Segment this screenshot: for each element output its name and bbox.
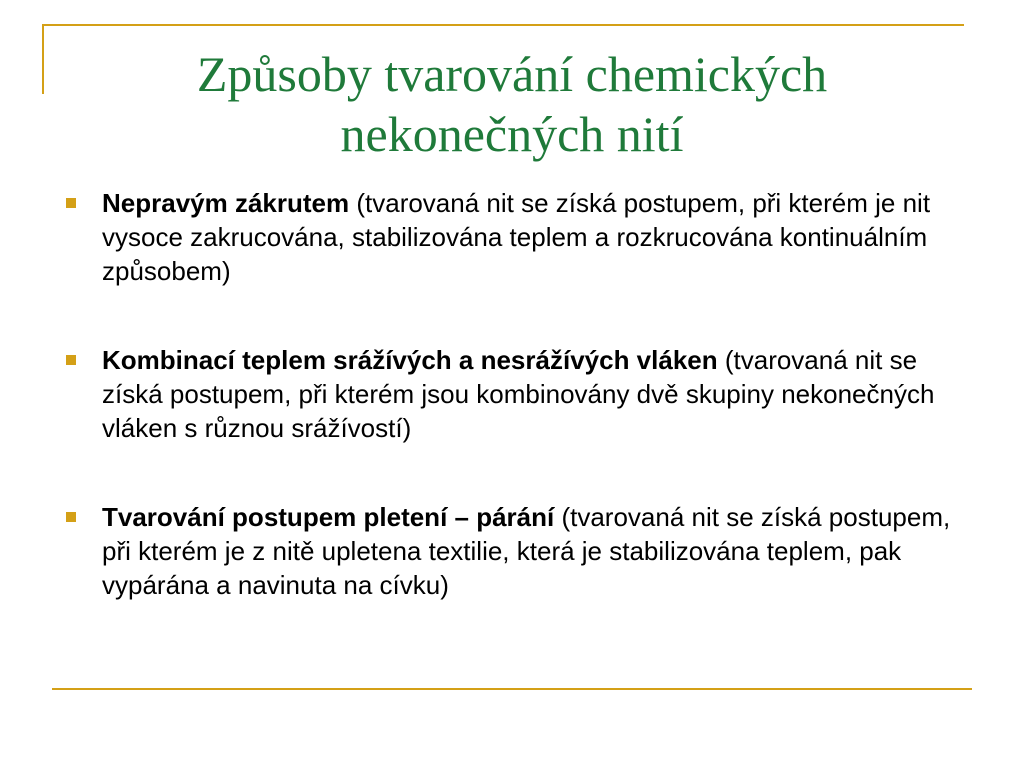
- list-item: [60, 186, 960, 288]
- square-bullet-icon: [66, 355, 76, 365]
- bullet-text: (tvarovaná nit se získá postupem, při kterém jsou kombinovány dvě skupiny nekonečných vláken s různou srážívostí): [102, 345, 935, 443]
- bullet-list: [60, 186, 960, 657]
- list-item: [60, 500, 960, 602]
- bullet-bold-text: Nepravým zákrutem: [102, 188, 350, 218]
- top-rule: [42, 24, 964, 26]
- left-rule: [42, 24, 44, 94]
- bullet-bold-text: Kombinací teplem srážívých a nesrážívých vláken: [102, 345, 718, 375]
- slide-title: Způsoby tvarování chemických nekonečných nití: [196, 46, 828, 162]
- bullet-bold-text: Tvarování postupem pletení – párání: [102, 502, 555, 532]
- bottom-rule: [52, 688, 972, 690]
- square-bullet-icon: [66, 198, 76, 208]
- square-bullet-icon: [66, 512, 76, 522]
- bullet-text: (tvarovaná nit se získá postupem, při kterém je z nitě upletena textilie, která je stabilizována teplem, pak vypárána a navinuta na cívku): [102, 502, 951, 600]
- bullet-text: (tvarovaná nit se získá postupem, při kterém je nit vysoce zakrucována, stabilizována teplem a rozkrucována kontinuálním způsobem): [102, 188, 931, 286]
- list-item: [60, 343, 960, 445]
